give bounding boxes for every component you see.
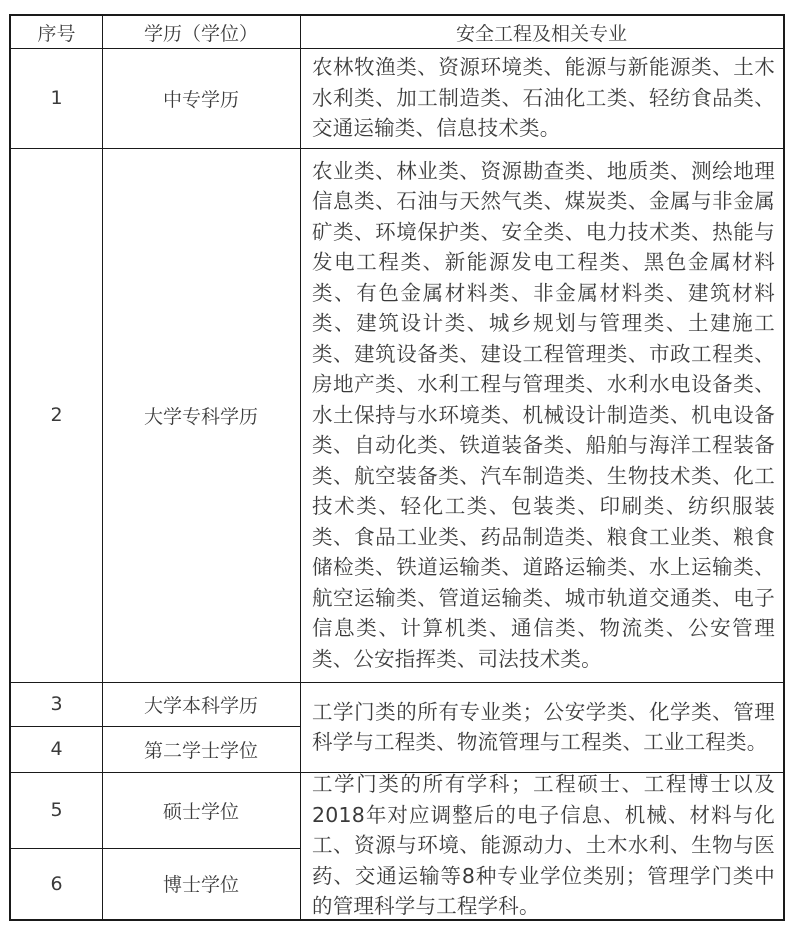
row-6-index <box>11 848 102 919</box>
row-index: 6 <box>50 872 63 895</box>
row-index: 3 <box>50 693 63 715</box>
row-5-index <box>11 772 102 848</box>
merged-majors: 工学门类的所有专业类；公安学类、化学类、管理科学与工程类、物流管理与工程类、工业工程类。 <box>312 699 775 754</box>
header-degree <box>102 16 300 48</box>
row-degree: 大学本科学历 <box>143 694 258 717</box>
row-index: 5 <box>50 799 63 821</box>
header-index <box>11 16 102 48</box>
majors-table <box>9 14 785 921</box>
header-majors-label: 安全工程及相关专业 <box>455 22 627 45</box>
row-index: 2 <box>50 404 63 426</box>
row-5-degree <box>102 772 300 848</box>
header-index-label: 序号 <box>37 22 76 45</box>
row-3-index <box>11 682 102 726</box>
row-majors: 农业类、林业类、资源勘查类、地质类、测绘地理信息类、石油与天然气类、煤炭类、金属与非金属矿类、环境保护类、安全类、电力技术类、热能与发电工程类、新能源发电工程类、黑色金属材料类、有色金属材料类、非金属材料类、建筑材料类、建筑设计类、城乡规划与管理类、土建施工类、建筑设备类、建设工程管理类、市政工程类、房地产类、水利工程与管理类、水利水电设备类、水土保持与水环境类、机械设计制造类、机电设备类、自动化类、铁道装备类、船舶与海洋工程装备类、航空装备类、汽车制造类、生物技术类、化工技术类、轻化工类、包装类、印刷类、纺织服装类、食品工业类、药品制造类、粮食工业类、粮食储检类、铁道运输类、道路运输类、水上运输类、航空运输类、管道运输类、城市轨道交通类、电子信息类、计算机类、通信类、物流类、公安管理类、公安指挥类、司法技术类。 <box>312 158 775 671</box>
row-1-degree <box>102 48 300 148</box>
row-3-degree <box>102 682 300 726</box>
row-degree: 大学专科学历 <box>143 405 258 428</box>
header-majors <box>300 16 783 48</box>
header-degree-label: 学历（学位） <box>143 22 258 45</box>
row-2-degree <box>102 148 300 682</box>
row-1-index <box>11 48 102 148</box>
row-degree: 第二学士学位 <box>143 739 258 762</box>
row-1-majors <box>300 48 783 148</box>
row-index: 4 <box>50 738 63 760</box>
row-6-degree <box>102 848 300 919</box>
rows-3-4-majors <box>300 682 783 772</box>
row-index: 1 <box>50 87 63 109</box>
row-majors: 农林牧渔类、资源环境类、能源与新能源类、土木水利类、加工制造类、石油化工类、轻纺食品类、交通运输类、信息技术类。 <box>312 55 775 141</box>
merged-majors: 工学门类的所有学科；工程硕士、工程博士以及2018年对应调整后的电子信息、机械、材料与化工、资源与环境、能源动力、土木水利、生物与医药、交通运输等8种专业学位类别；管理学门类中的管理科学与工程学科。 <box>312 772 775 919</box>
row-4-index <box>11 726 102 772</box>
row-4-degree <box>102 726 300 772</box>
row-degree: 硕士学位 <box>162 800 239 823</box>
row-2-majors <box>300 148 783 682</box>
rows-5-6-majors <box>300 772 783 919</box>
row-degree: 中专学历 <box>162 88 239 111</box>
row-2-index <box>11 148 102 682</box>
row-degree: 博士学位 <box>162 874 239 896</box>
